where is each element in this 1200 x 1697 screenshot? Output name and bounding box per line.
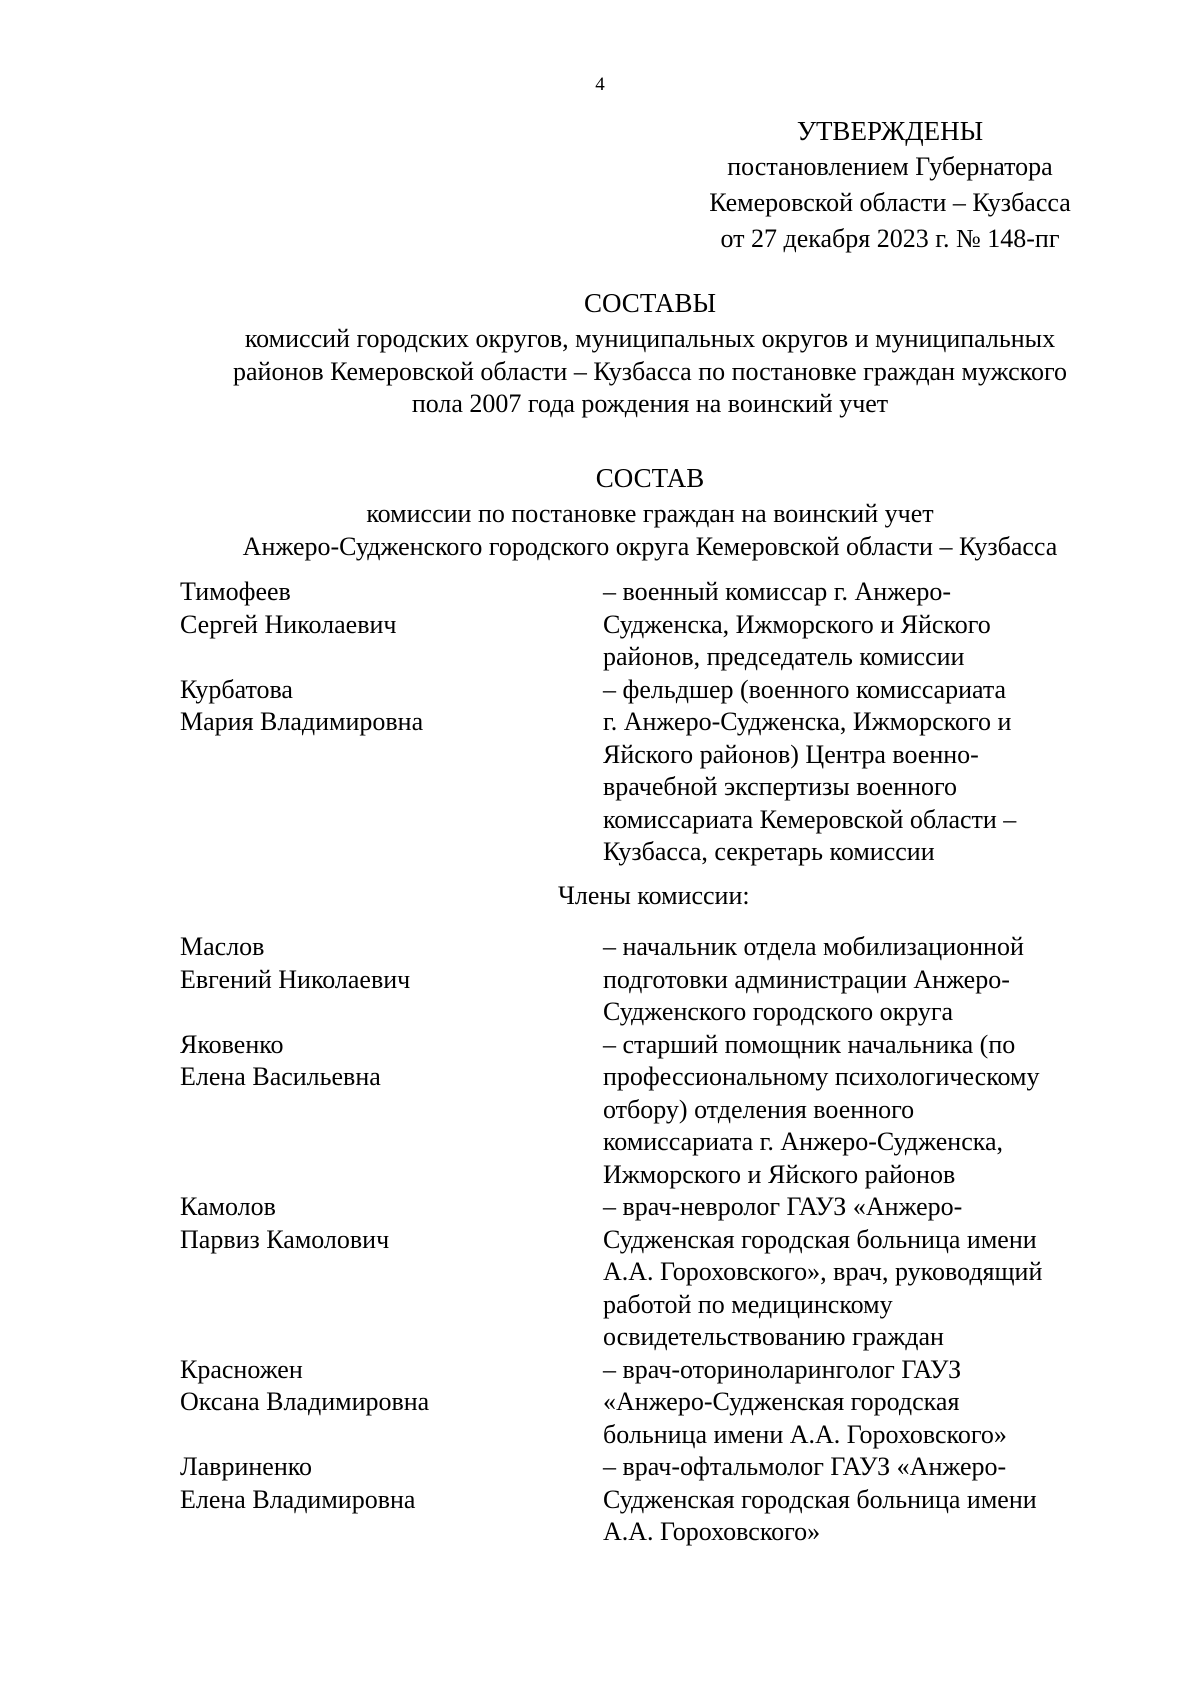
person-role-line: – начальник отдела мобилизационной xyxy=(603,932,1024,961)
document-title-line: районов Кемеровской области – Кузбасса по постановке граждан мужского xyxy=(233,356,1067,386)
person-role-line: А.А. Гороховского» xyxy=(603,1517,821,1546)
approval-line: от 27 декабря 2023 г. № 148-пг xyxy=(720,224,1060,253)
section-title-heading: СОСТАВ xyxy=(595,463,705,493)
commission-list xyxy=(180,576,1130,1549)
person-given-names: Мария Владимировна xyxy=(180,707,424,736)
person-role-line: – врач-офтальмолог ГАУЗ «Анжеро- xyxy=(603,1452,1007,1481)
person-role-line: отбору) отделения военного xyxy=(603,1094,915,1124)
approval-heading: УТВЕРЖДЕНЫ xyxy=(796,116,984,146)
approval-stamp xyxy=(660,113,1120,257)
person-given-names: Оксана Владимировна xyxy=(180,1387,430,1416)
person-surname: Маслов xyxy=(180,932,265,961)
person-given-names: Сергей Николаевич xyxy=(180,609,397,639)
approval-line: постановлением Губернатора xyxy=(727,152,1053,181)
person-entry xyxy=(180,576,1130,674)
person-role xyxy=(603,1191,1103,1354)
person-role xyxy=(603,1354,1103,1452)
person-surname: Красножен xyxy=(180,1354,303,1384)
section-title xyxy=(120,458,1180,563)
person-name xyxy=(180,1354,603,1452)
person-surname: Курбатова xyxy=(180,674,293,704)
person-role-line: врачебной экспертизы военного xyxy=(603,772,958,801)
person-role-line: – старший помощник начальника (по xyxy=(603,1029,1016,1059)
person-name xyxy=(180,1191,603,1354)
person-name xyxy=(180,931,603,1029)
person-entry xyxy=(180,674,1130,869)
person-role-line: Судженская городская больница имени xyxy=(603,1224,1037,1254)
document-title-heading: СОСТАВЫ xyxy=(583,288,717,318)
person-entry xyxy=(180,931,1130,1029)
person-surname: Лавриненко xyxy=(180,1452,313,1481)
person-entry xyxy=(180,1191,1130,1354)
person-name xyxy=(180,576,603,674)
person-entry xyxy=(180,1451,1130,1549)
person-role-line: г. Анжеро-Судженска, Ижморского и xyxy=(603,707,1012,736)
person-role xyxy=(603,931,1103,1029)
person-role-line: Судженского городского округа xyxy=(603,997,954,1026)
person-surname: Камолов xyxy=(180,1192,276,1221)
person-role-line: Судженская городская больница имени xyxy=(603,1484,1037,1514)
person-given-names: Парвиз Камолович xyxy=(180,1224,390,1254)
person-given-names: Евгений Николаевич xyxy=(180,964,411,994)
person-entry xyxy=(180,1354,1130,1452)
person-name xyxy=(180,1451,603,1549)
person-role-line: районов, председатель комиссии xyxy=(603,642,965,671)
page-number: 4 xyxy=(595,74,605,95)
person-role-line: комиссариата Кемеровской области – xyxy=(603,804,1017,834)
person-given-names: Елена Владимировна xyxy=(180,1484,416,1514)
section-title-line: комиссии по постановке граждан на воинский учет xyxy=(366,499,934,528)
leaders-list xyxy=(180,576,1130,869)
members-heading: Члены комиссии: xyxy=(558,880,750,910)
person-role-line: Кузбасса, секретарь комиссии xyxy=(603,837,935,866)
person-role-line: – военный комиссар г. Анжеро- xyxy=(603,577,952,606)
members-list xyxy=(180,931,1130,1549)
person-entry xyxy=(180,1029,1130,1192)
person-role xyxy=(603,1029,1103,1192)
person-role-line: подготовки администрации Анжеро- xyxy=(603,964,1010,994)
person-role-line: Судженска, Ижморского и Яйского xyxy=(603,609,991,639)
person-name xyxy=(180,1029,603,1192)
approval-line: Кемеровской области – Кузбасса xyxy=(709,188,1071,217)
document-title-line: пола 2007 года рождения на воинский учет xyxy=(411,389,889,418)
section-title-line: Анжеро-Судженского городского округа Кемеровской области – Кузбасса xyxy=(242,531,1058,561)
person-surname: Тимофеев xyxy=(180,577,291,606)
person-role-line: больница имени А.А. Гороховского» xyxy=(603,1419,1007,1449)
person-role-line: «Анжеро-Судженская городская xyxy=(603,1387,960,1416)
person-role xyxy=(603,576,1103,674)
person-role-line: Яйского районов) Центра военно- xyxy=(603,739,979,769)
person-role-line: Ижморского и Яйского районов xyxy=(603,1159,956,1189)
person-role xyxy=(603,1451,1103,1549)
person-role-line: работой по медицинскому xyxy=(603,1289,893,1319)
person-role-line: – врач-оториноларинголог ГАУЗ xyxy=(603,1354,962,1384)
document-title xyxy=(120,283,1180,421)
person-role xyxy=(603,674,1103,869)
person-surname: Яковенко xyxy=(180,1029,284,1059)
person-role-line: освидетельствованию граждан xyxy=(603,1322,944,1351)
document-title-line: комиссий городских округов, муниципальных округов и муниципальных xyxy=(244,324,1056,353)
person-role-line: – врач-невролог ГАУЗ «Анжеро- xyxy=(603,1192,963,1221)
person-role-line: комиссариата г. Анжеро-Судженска, xyxy=(603,1127,1004,1156)
person-given-names: Елена Васильевна xyxy=(180,1062,381,1091)
person-role-line: А.А. Гороховского», врач, руководящий xyxy=(603,1257,1043,1286)
person-role-line: профессиональному психологическому xyxy=(603,1062,1040,1091)
person-name xyxy=(180,674,603,869)
person-role-line: – фельдшер (военного комиссариата xyxy=(603,674,1007,704)
